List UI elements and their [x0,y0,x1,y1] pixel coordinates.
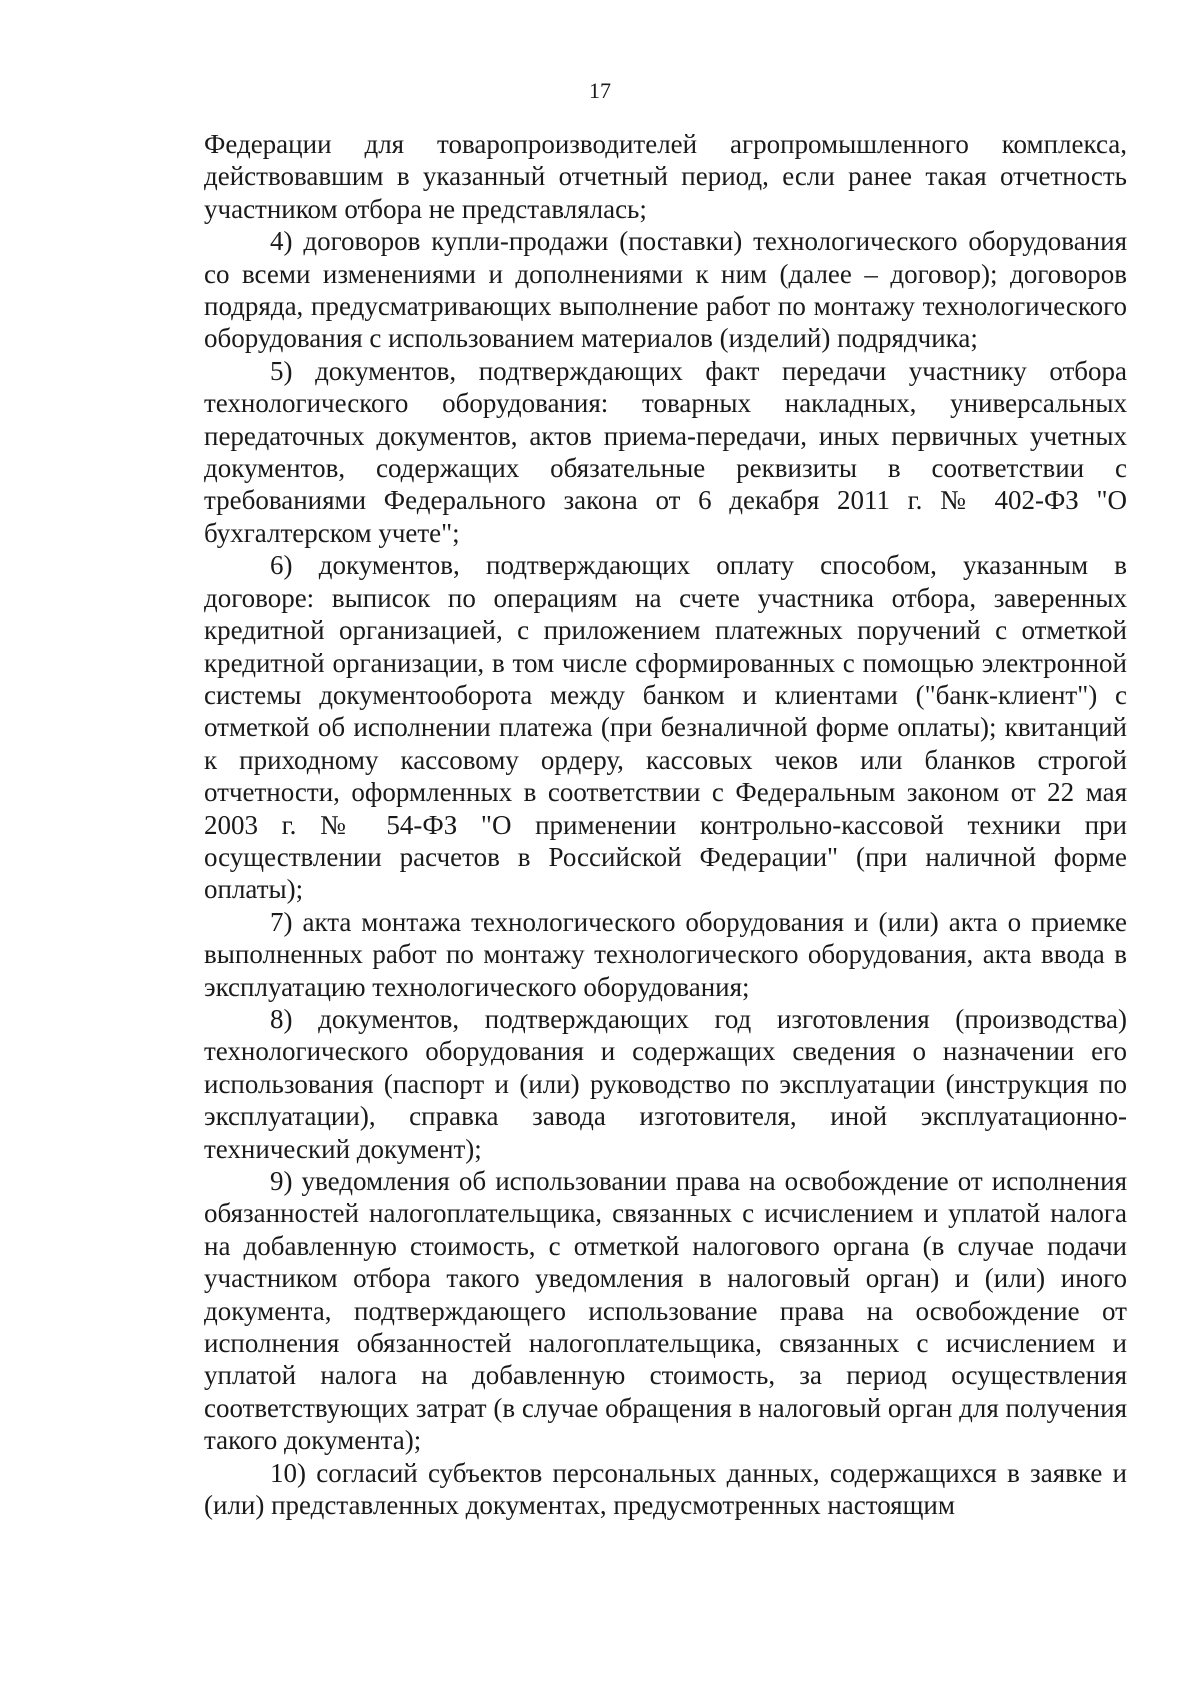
document-body [204,128,1127,1521]
paragraph-item-7: 7) акта монтажа технологического оборудования и (или) акта о приемке выполненных работ по монтажу технологического оборудования, акта ввода в эксплуатацию технологического оборудования; [204,906,1127,1002]
page-number: 17 [589,78,611,103]
paragraph-item-6: 6) документов, подтверждающих оплату способом, указанным в договоре: выписок по операциям на счете участника отбора, заверенных кредитной организацией, с приложением платежных поручений с отметкой кредитной организации, в том числе сформированных с помощью электронной системы документооборота между банком и клиентами ("банк-клиент") с отметкой об исполнении платежа (при безналичной форме оплаты); квитанций к приходному кассовому ордеру, кассовых чеков или бланков строгой отчетности, оформленных в соответствии с Федеральным законом от 22 мая 2003 г. № 54-ФЗ "О применении контрольно-кассовой техники при осуществлении расчетов в Российской Федерации" (при наличной форме оплаты); [204,550,1127,905]
paragraph-item-10: 10) согласий субъектов персональных данных, содержащихся в заявке и (или) представленных документах, предусмотренных настоящим [204,1457,1127,1521]
paragraph-item-5: 5) документов, подтверждающих факт передачи участнику отбора технологического оборудования: товарных накладных, универсальных передаточных документов, актов приема-передачи, иных первичных учетных документов, содержащих обязательные реквизиты в соответствии с требованиями Федерального закона от 6 декабря 2011 г. № 402-ФЗ "О бухгалтерском учете"; [204,355,1127,548]
paragraph-item-8: 8) документов, подтверждающих год изготовления (производства) технологического оборудования и содержащих сведения о назначении его использования (паспорт и (или) руководство по эксплуатации (инструкция по эксплуатации), справка завода изготовителя, иной эксплуатационно-технический документ); [204,1003,1127,1164]
paragraph-continuation: Федерации для товаропроизводителей агропромышленного комплекса, действовавшим в указанный отчетный период, если ранее такая отчетность участником отбора не представлялась; [204,129,1127,224]
paragraph-item-9: 9) уведомления об использовании права на освобождение от исполнения обязанностей налогоплательщика, связанных с исчислением и уплатой налога на добавленную стоимость, с отметкой налогового органа (в случае подачи участником отбора такого уведомления в налоговый орган) и (или) иного документа, подтверждающего использование права на освобождение от исполнения обязанностей налогоплательщика, связанных с исчислением и уплатой налога на добавленную стоимость, за период осуществления соответствующих затрат (в случае обращения в налоговый орган для получения такого документа); [204,1166,1127,1456]
paragraph-item-4: 4) договоров купли-продажи (поставки) технологического оборудования со всеми изменениями и дополнениями к ним (далее – договор); договоров подряда, предусматривающих выполнение работ по монтажу технологического оборудования с использованием материалов (изделий) подрядчика; [204,226,1127,354]
